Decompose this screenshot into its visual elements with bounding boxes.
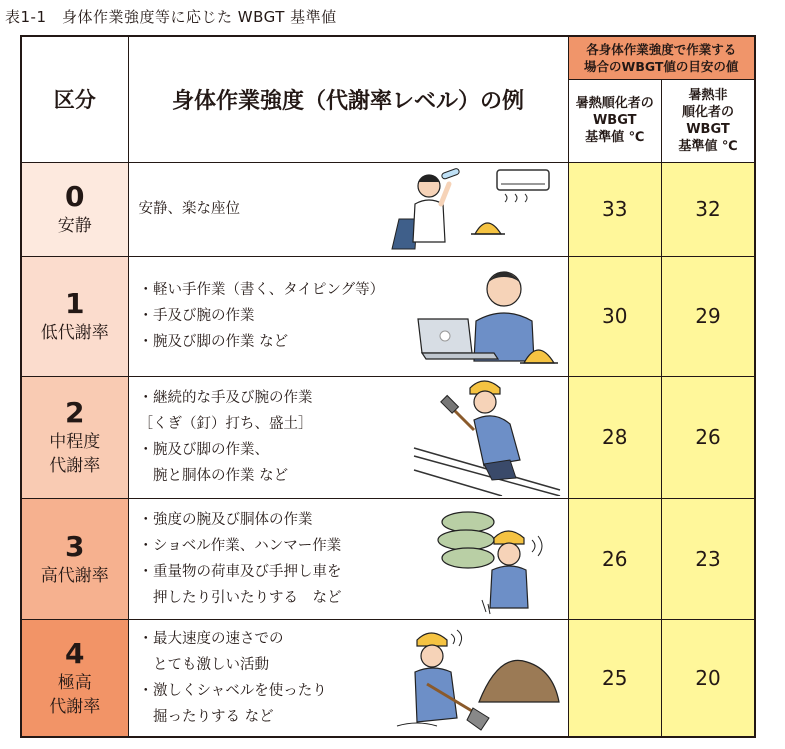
example-line: ・腕及び脚の作業、 xyxy=(138,442,269,458)
level-label: 極高 xyxy=(57,672,92,693)
level-number: 3 xyxy=(65,529,85,563)
level-label: 代謝率 xyxy=(49,456,101,476)
header-category: 区分 xyxy=(21,36,128,162)
example-line: 安静、楽な座位 xyxy=(138,201,240,217)
example-line: ・強度の腕及び胴体の作業 xyxy=(138,511,313,528)
example-cell xyxy=(128,256,568,376)
header-non-acclimatized-line: WBGT xyxy=(686,121,730,137)
non-acclimatized-value: 20 xyxy=(662,619,756,737)
example-cell xyxy=(128,498,568,619)
acclimatized-value: 26 xyxy=(568,498,662,619)
table-row xyxy=(21,376,755,498)
non-acclimatized-value: 32 xyxy=(662,162,756,256)
level-number: 0 xyxy=(65,180,85,213)
example-line: 掘ったりする など xyxy=(138,708,274,725)
header-non-acclimatized-line: 基準値 ℃ xyxy=(678,138,738,154)
acclimatized-value: 30 xyxy=(568,256,662,376)
category-cell xyxy=(21,498,128,619)
category-cell xyxy=(21,256,128,376)
category-cell xyxy=(21,162,128,256)
example-line: ・軽い手作業（書く、タイピング等） xyxy=(138,282,385,298)
acclimatized-value: 28 xyxy=(568,376,662,498)
header-guide-line1: 各身体作業強度で作業する xyxy=(586,41,737,57)
category-cell xyxy=(21,376,128,498)
acclimatized-value: 33 xyxy=(568,162,662,256)
header-non-acclimatized-line: 暑熱非 xyxy=(688,87,728,103)
example-line: 腕と胴体の作業 など xyxy=(138,468,289,484)
level-number: 2 xyxy=(65,396,85,429)
example-line: ［くぎ（釘）打ち、盛土］ xyxy=(138,416,313,432)
example-line: ・手及び腕の作業 xyxy=(138,308,255,324)
table-row xyxy=(21,256,755,376)
level-label: 低代謝率 xyxy=(40,323,109,343)
example-cell xyxy=(128,619,568,737)
header-acclimatized-line: WBGT xyxy=(592,113,637,128)
example-cell xyxy=(128,376,568,498)
wbgt-table xyxy=(20,35,756,738)
header-acclimatized-line: 暑熱順化者の xyxy=(575,96,654,111)
header-acclimatized-line: 基準値 ℃ xyxy=(585,130,645,145)
example-line: ・腕及び脚の作業 など xyxy=(138,334,289,350)
level-label: 代謝率 xyxy=(49,696,101,717)
non-acclimatized-value: 26 xyxy=(662,376,756,498)
example-line: とても激しい活動 xyxy=(138,656,269,673)
level-label: 安静 xyxy=(57,216,92,236)
example-line: ・継続的な手及び腕の作業 xyxy=(138,390,313,406)
table-caption: 表1-1 身体作業強度等に応じた WBGT 基準値 xyxy=(5,8,337,26)
header-guide xyxy=(568,36,755,79)
example-cell xyxy=(128,162,568,256)
table-row xyxy=(21,162,755,256)
level-label: 中程度 xyxy=(49,432,101,452)
non-acclimatized-value: 23 xyxy=(662,498,756,619)
level-label: 高代謝率 xyxy=(40,565,109,586)
example-line: 押したり引いたりする など xyxy=(138,589,342,606)
acclimatized-value: 25 xyxy=(568,619,662,737)
header-non-acclimatized-line: 順化者の xyxy=(681,104,734,120)
table-row xyxy=(21,498,755,619)
level-number: 4 xyxy=(65,636,85,670)
example-line: ・ショベル作業、ハンマー作業 xyxy=(138,537,342,554)
category-cell xyxy=(21,619,128,737)
level-number: 1 xyxy=(65,287,85,320)
example-line: ・最大速度の速さでの xyxy=(138,630,284,647)
header-guide-line2: 場合のWBGT値の目安の値 xyxy=(584,58,739,74)
header-acclimatized xyxy=(568,79,662,162)
table-row xyxy=(21,619,755,737)
example-line: ・重量物の荷車及び手押し車を xyxy=(138,563,342,580)
header-non-acclimatized xyxy=(662,79,756,162)
header-example: 身体作業強度（代謝率レベル）の例 xyxy=(128,36,568,162)
example-line: ・激しくシャベルを使ったり xyxy=(138,682,327,699)
header-row-1 xyxy=(21,36,755,79)
non-acclimatized-value: 29 xyxy=(662,256,756,376)
